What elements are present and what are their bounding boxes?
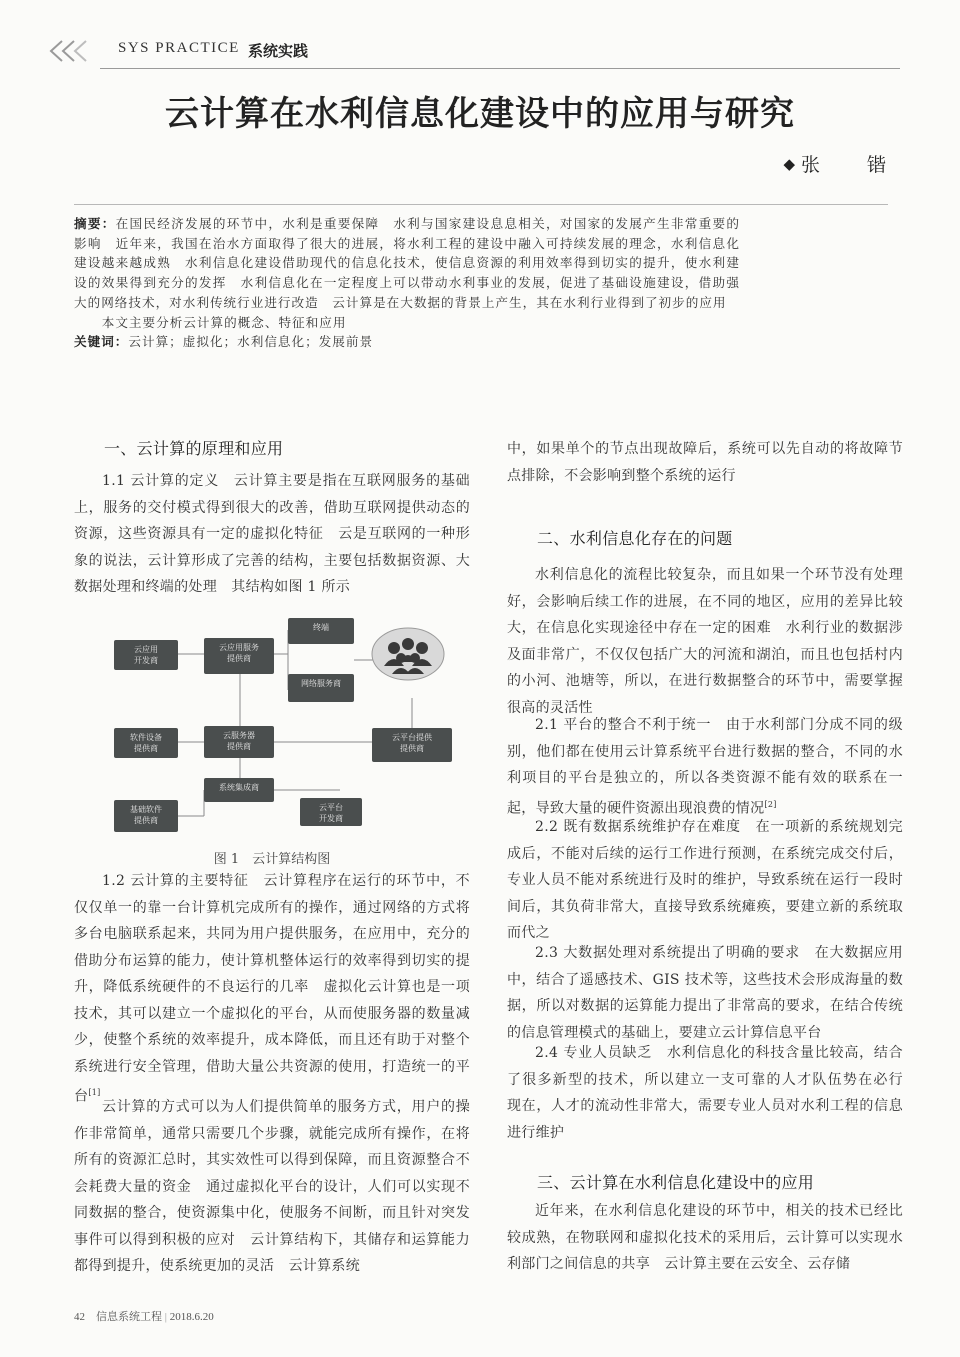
box-label: 软件设备 提供商: [130, 733, 162, 753]
figure-box: [114, 800, 178, 832]
box-label: 基础软件 提供商: [130, 805, 162, 825]
paragraph: 2.3 大数据处理对系统提出了明确的要求 在大数据应用中，结合了遥感技术、GIS 技术等，这些技术会形成海量的数据，所以对数据的运算能力提出了非常高的要求，在结合传统的信息管理模式的基础上，要建立云计算信息平台: [507, 945, 903, 1041]
citation: [1]: [88, 1088, 101, 1097]
abstract-label: 摘要：: [74, 216, 116, 231]
box-label: 云服务器 提供商: [223, 731, 255, 751]
abstract-text-2: 本文主要分析云计算的概念、特征和应用: [101, 314, 347, 330]
figure-box: [114, 640, 178, 670]
figure-box: [288, 674, 354, 702]
box-label: 云平台 开发商: [319, 803, 343, 823]
paragraph: 水利信息化的流程比较复杂，而且如果一个环节没有处理好，会影响后续工作的进展，在不同的地区，应用的差异比较大，在信息化实现途径中存在一定的困难 水利行业的数据涉及面非常广，不仅仅包括广大的河流和湖泊，而且也包括村内的小河、池塘等，所以，在进行数据整合的环节中，需要掌握很高的灵活性: [507, 567, 903, 716]
box-label: 云应用服务 提供商: [219, 643, 259, 663]
paragraph: 1.1 云计算的定义 云计算主要是指在互联网服务的基础上，服务的交付模式得到很大的改善，借助互联网提供动态的资源，这些资源具有一定的虚拟化特征 云是互联网的一种形象的说法，云计算形成了完善的结构，主要包括数据资源、大数据处理和终端的处理 其结构如图 1 所示: [74, 473, 470, 595]
figure-box: [204, 726, 274, 758]
footer-separator: |: [164, 1311, 167, 1323]
figure-box: [372, 728, 452, 762]
figure-box: [204, 778, 274, 802]
box-label: 终端: [313, 623, 329, 632]
keywords-label: 关键词：: [74, 334, 129, 350]
paragraph: [74, 868, 470, 1110]
figure-box: [300, 798, 362, 826]
page-number: 42: [74, 1311, 85, 1323]
paragraph: 云计算的方式可以为人们提供简单的服务方式，用户的操作非常简单，通常只需要几个步骤，就能完成所有操作，在将所有的资源汇总时，其实效性可以得到保障，而且资源整合不会耗费大量的资金 通过虚拟化平台的设计，人们可以实现不同数据的整合，使资源集中化，使服务不间断，而且针对突发事件可以得到积极的应对 云计算结构下，其储存和运算能力都得到提升，使系统更加的灵活 云计算系统: [74, 1099, 470, 1274]
paragraph: 近年来，在水利信息化建设的环节中，相关的技术已经比较成熟，在物联网和虚拟化技术的采用后，云计算可以实现水利部门之间信息的共享 云计算主要在云安全、云存储: [507, 1203, 903, 1272]
citation: [2]: [764, 799, 777, 809]
section-label-en: SYS PRACTICE: [118, 40, 240, 56]
figure-box: [204, 638, 274, 674]
keywords: 云计算；虚拟化；水利信息化；发展前景: [128, 334, 374, 350]
abstract-text: 在国民经济发展的环节中，水利是重要保障 水利与国家建设息息相关，对国家的发展产生非常重要的影响 近年来，我国在治水方面取得了很大的进展，将水利工程的建设中融入可持续发展的理念，水利信息化建设越来越成熟 水利信息化建设借助现代的信息化技术，使信息资源的利用效率得到切实的提升，使水利建设的效果得到充分的发挥 水利信息化在一定程度上可以带动水利事业的发展，促进了基础设施建设，借助强大的网络技术，对水利传统行业进行改造 云计算是在大数据的背景上产生，其在水利行业得到了初步的应用: [74, 216, 741, 310]
section-heading-3: 三、云计算在水利信息化建设中的应用: [537, 1173, 815, 1192]
box-label: 网络服务商: [301, 679, 341, 688]
page-footer: [74, 1308, 214, 1324]
issue-date: 2018.6.20: [169, 1311, 214, 1323]
paragraph: 2.4 专业人员缺乏 水利信息化的科技含量比较高，结合了很多新型的技术，所以建立一支可靠的人才队伍势在必行 现在，人才的流动性非常大，需要专业人员对水利工程的信息进行维护: [507, 1045, 918, 1141]
figure-cloud-structure: [100, 610, 480, 848]
section-heading-1: 一、云计算的原理和应用: [104, 439, 284, 458]
author-name: 张 锴: [800, 154, 900, 176]
paragraph: [507, 712, 903, 822]
figure-box: [288, 618, 354, 644]
paragraph-text: 1.2 云计算的主要特征 云计算程序在运行的环节中，不仅仅单一的靠一台计算机完成所有的操作，通过网络的方式将多台电脑联系起来，共同为用户提供服务，在应用中，充分的借助分布运算的能力，使计算机整体运行的效率得到切实的提升，降低系统硬件的不良运行的几率 虚拟化云计算也是一项技术，其可以建立一个虚拟化的平台，从而使服务器的数量减少，使整个系统的效率提升，成本降低，而且还有助于对整个系统进行安全管理，借助大量公共资源的使用，打造统一的平台: [74, 873, 470, 1105]
section-heading-2: 二、水利信息化存在的问题: [537, 529, 733, 548]
section-label-zh: 系统实践: [248, 42, 309, 60]
box-label: 云平台提供 提供商: [392, 733, 432, 753]
diamond-icon: ◆: [783, 155, 801, 173]
article-title: 云计算在水利信息化建设中的应用与研究: [165, 94, 795, 134]
figure-box: [114, 728, 178, 758]
cloud-users-icon: [370, 624, 446, 694]
box-label: 云应用 开发商: [134, 645, 158, 665]
paragraph-text: 2.1 平台的整合不利于统一 由于水利部门分成不同的级别，他们都在使用云计算系统平台进行数据的整合，不同的水利项目的平台是独立的，所以各类资源不能有效的联系在一起，导致大量的硬件资源出现浪费的情况: [507, 717, 903, 817]
paragraph: 2.2 既有数据系统维护存在难度 在一项新的系统规划完成后，不能对后续的运行工作进行预测，在系统完成交付后，专业人员不能对系统进行及时的维护，导致系统在运行一段时间后，其负荷非常大，直接导致系统瘫痪，要建立新的系统取而代之: [507, 819, 903, 941]
journal-name: 信息系统工程: [96, 1311, 162, 1323]
figure-caption: 图 1 云计算结构图: [213, 852, 331, 867]
paragraph: 中，如果单个的节点出现故障后，系统可以先自动的将故障节点排除，不会影响到整个系统的运行: [507, 441, 903, 484]
box-label: 系统集成商: [219, 783, 259, 792]
right-column: [507, 0, 918, 1300]
